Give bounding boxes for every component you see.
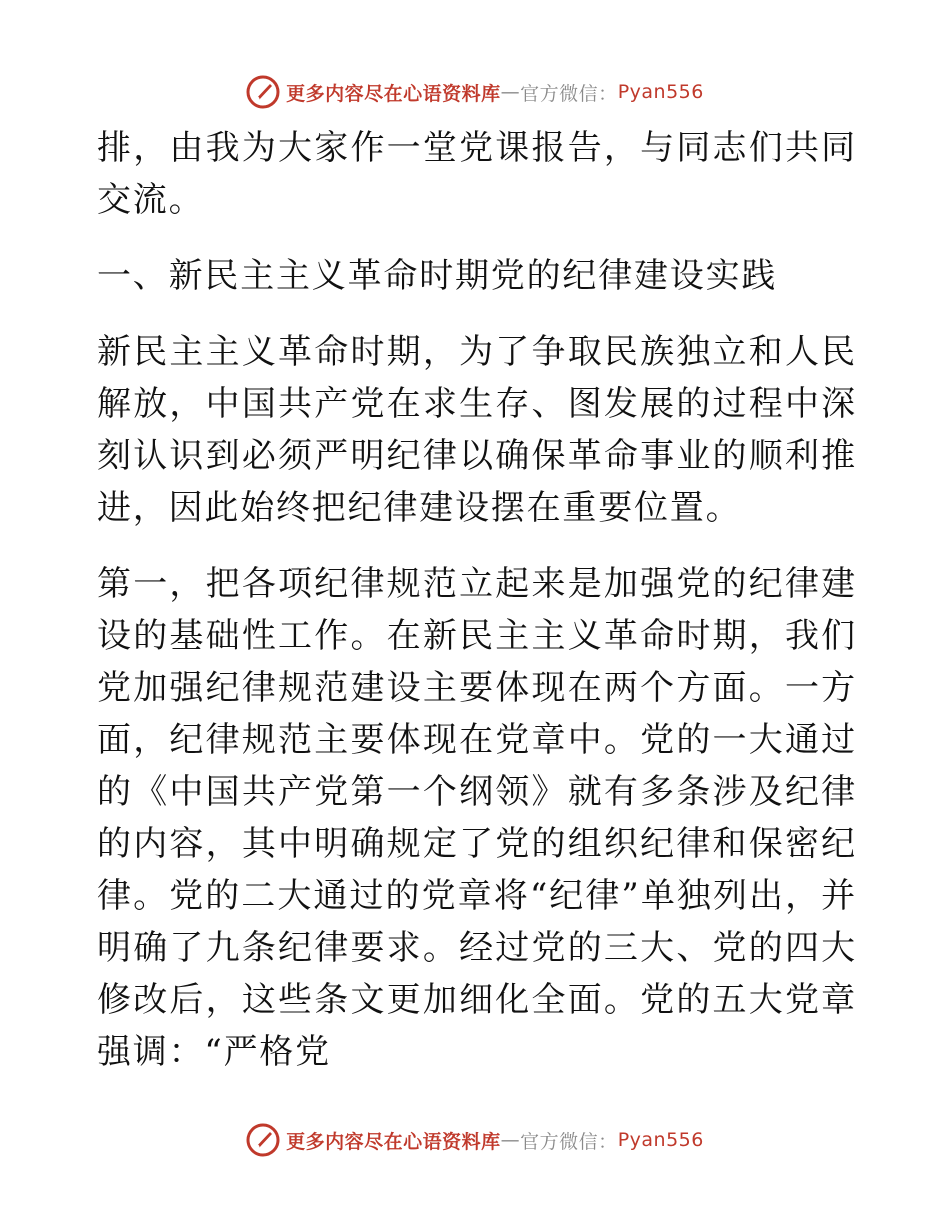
- paragraph-intro: 新民主主义革命时期，为了争取民族独立和人民解放，中国共产党在求生存、图发展的过程中深刻认识到必须严明纪律以确保革命事业的顺利推进，因此始终把纪律建设摆在重要位置。: [97, 332, 857, 528]
- paragraph-first-point: 第一，把各项纪律规范立起来是加强党的纪律建设的基础性工作。在新民主主义革命时期，我们党加强纪律规范建设主要体现在两个方面。一方面，纪律规范主要体现在党章中。党的一大通过的《中国共产党第一个纲领》就有多条涉及纪律的内容，其中明确规定了党的组织纪律和保密纪律。党的二大通过的党章将“纪律”单独列出，并明确了九条纪律要求。经过党的三大、党的四大修改后，这些条文更加细化全面。党的五大党章强调：“严格党: [97, 564, 857, 1072]
- watermark-main-text: 更多内容尽在心语资料库: [286, 82, 501, 105]
- section-heading: 一、新民主主义革命时期党的纪律建设实践: [97, 256, 778, 296]
- watermark-wechat-id: Pyan556: [617, 1129, 704, 1151]
- watermark-main-text: 更多内容尽在心语资料库: [286, 1130, 501, 1153]
- watermark-wechat-id: Pyan556: [617, 81, 704, 103]
- watermark-dash: —: [500, 1129, 521, 1151]
- quill-logo-icon: [246, 75, 280, 109]
- watermark-wechat-label: 官方微信：: [520, 82, 618, 105]
- watermark-header: [0, 72, 950, 112]
- watermark-wechat-label: 官方微信：: [520, 1130, 618, 1153]
- paragraph-continuation: 排，由我为大家作一堂党课报告，与同志们共同交流。: [97, 128, 857, 220]
- quill-logo-icon: [246, 1123, 280, 1157]
- watermark-footer: [0, 1120, 950, 1160]
- watermark-dash: —: [500, 81, 521, 103]
- document-body: [97, 122, 857, 1078]
